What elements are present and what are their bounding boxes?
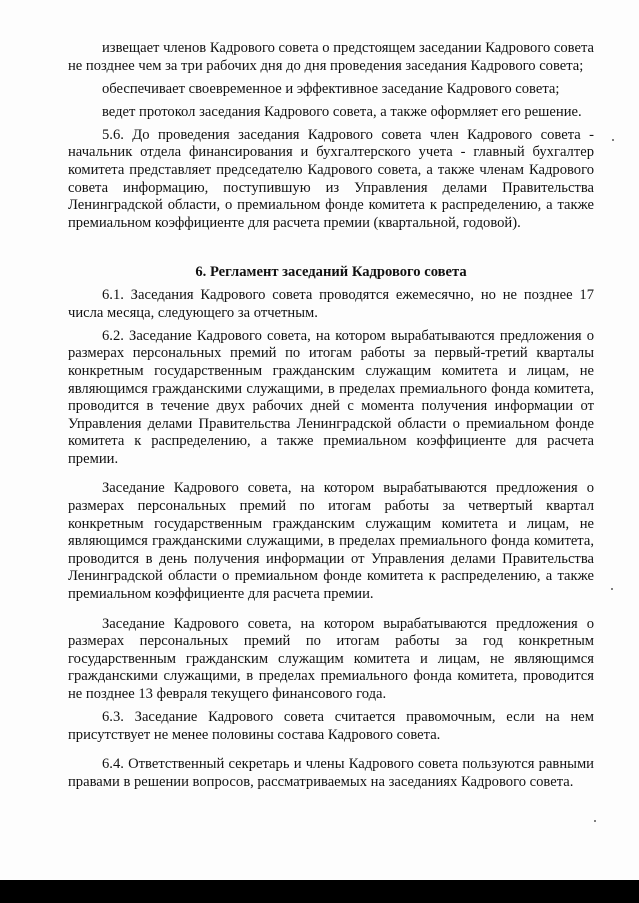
paragraph-notify-members: извещает членов Кадрового совета о предстоящем заседании Кадрового совета не позднее чем за три рабочих дня до дня проведения заседания Кадрового совета; [68,40,594,74]
scan-speck [612,139,614,141]
paragraph-6-2: 6.2. Заседание Кадрового совета, на котором вырабатываются предложения о размерах персональных премий по итогам работы за первый-третий кварталы конкретным государственным гражданским служащим комитета и лицам, не являющимся гражданскими служащими, в пределах премиального фонда комитета, проводится в течение двух рабочих дней с момента получения информации от Управления делами Правительства Ленинградской области о премиальном фонде комитета к распределению, а также премиальном коэффициенте для расчета премии. [68,327,594,467]
paragraph-6-3: 6.3. Заседание Кадрового совета считается правомочным, если на нем присутствует не менее половины состава Кадрового совета. [68,709,594,743]
paragraph-fourth-quarter: Заседание Кадрового совета, на котором вырабатываются предложения о размерах персональных премий по итогам работы за четвертый квартал конкретным государственным гражданским служащим комитета и лицам, не являющимся гражданскими служащими, в пределах премиального фонда комитета, проводится в день получения информации от Управления делами Правительства Ленинградской области о премиальном фонде комитета к распределению, а также премиальном коэффициенте для расчета премии. [68,480,594,603]
paragraph-annual: Заседание Кадрового совета, на котором вырабатываются предложения о размерах персональных премий по итогам работы за год конкретным государственным гражданским служащим комитета и лицам, не являющимся гражданскими служащими, в пределах премиального фонда комитета, проводится не позднее 13 февраля текущего финансового года. [68,615,594,702]
paragraph-6-1: 6.1. Заседания Кадрового совета проводятся ежемесячно, но не позднее 17 числа месяца, следующего за отчетным. [68,287,594,321]
section-heading: 6. Регламент заседаний Кадрового совета [195,264,467,281]
paragraph-keep-minutes: ведет протокол заседания Кадрового совета, а также оформляет его решение. [102,103,582,120]
document-body [68,40,594,797]
scan-speck [594,820,596,822]
paragraph-ensure-meeting: обеспечивает своевременное и эффективное заседание Кадрового совета; [102,80,560,97]
scan-speck [611,588,613,590]
paragraph-5-6: 5.6. До проведения заседания Кадрового совета член Кадрового совета - начальник отдела финансирования и бухгалтерского учета - главный бухгалтер комитета представляет председателю Кадрового совета, а также членам Кадрового совета информацию, поступившую из Управления делами Правительства Ленинградской области, о премиальном фонде комитета к распределению, а также премиальном коэффициенте для расчета премии (квартальной, годовой). [68,126,594,231]
scan-bottom-edge [0,880,639,903]
paragraph-6-4: 6.4. Ответственный секретарь и члены Кадрового совета пользуются равными правами в решении вопросов, рассматриваемых на заседаниях Кадрового совета. [68,756,594,790]
